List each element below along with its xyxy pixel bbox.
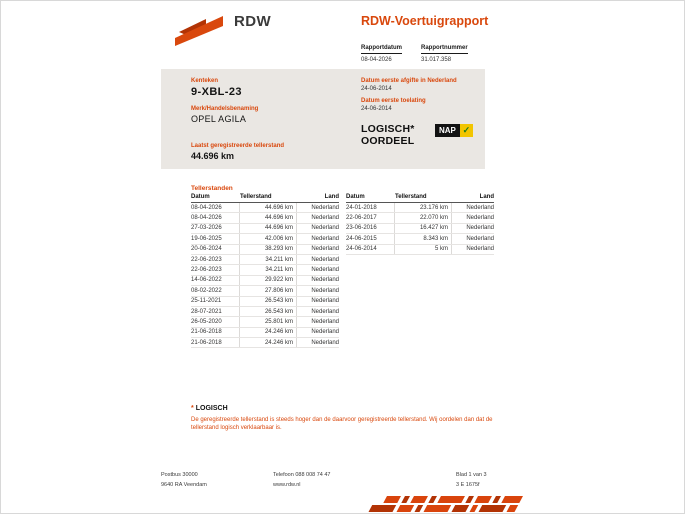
table-row [191, 224, 339, 234]
vehicle-dates [361, 78, 457, 118]
oordeel-line2: OORDEEL [361, 135, 415, 147]
cell-land: Nederland [311, 298, 339, 305]
eerste-toelating-label: Datum eerste toelating [361, 98, 426, 104]
eerste-afgifte-label: Datum eerste afgifte in Nederland [361, 78, 457, 84]
cell-datum: 19-06-2025 [191, 235, 222, 242]
table-row [191, 203, 339, 213]
cell-land: Nederland [311, 225, 339, 232]
cell-tellerstand: 34.211 km [239, 255, 297, 264]
footer-postbus: Postbus 30000 [161, 472, 198, 478]
cell-tellerstand: 38.293 km [239, 245, 297, 254]
table-row [191, 338, 339, 348]
table-row [191, 317, 339, 327]
table-row [191, 276, 339, 286]
cell-land: Nederland [311, 204, 339, 211]
logisch-oordeel-mark [361, 123, 415, 147]
merk-value: OPEL AGILA [191, 114, 247, 124]
decorative-stripes [367, 496, 523, 513]
cell-tellerstand: 26.543 km [239, 297, 297, 306]
footer-address [161, 471, 207, 490]
kenteken-label: Kenteken [191, 78, 219, 84]
rdw-logo-text: RDW [234, 13, 272, 30]
oordeel-line1: LOGISCH* [361, 123, 415, 135]
table-row [191, 255, 339, 265]
cell-land: Nederland [311, 256, 339, 263]
footnote-title-text: LOGISCH [195, 405, 228, 412]
table-row [346, 234, 494, 244]
cell-tellerstand: 44.696 km [239, 213, 297, 222]
footer-phone: Telefoon 088 008 74 47 [273, 472, 331, 478]
header-datum: Datum [346, 194, 365, 200]
header-datum: Datum [191, 194, 210, 200]
cell-tellerstand: 5 km [394, 245, 452, 254]
cell-land: Nederland [311, 267, 339, 274]
vehicle-summary-panel [161, 69, 485, 169]
table-row [191, 213, 339, 223]
cell-land: Nederland [311, 235, 339, 242]
cell-datum: 22-06-2023 [191, 267, 222, 274]
report-meta [361, 36, 481, 63]
cell-tellerstand: 42.006 km [239, 234, 297, 243]
cell-tellerstand: 44.696 km [239, 224, 297, 233]
table-row [191, 297, 339, 307]
footer-doc-code: 3 E 1675f [456, 481, 480, 488]
cell-land: Nederland [466, 246, 494, 253]
merk-label: Merk/Handelsbenaming [191, 106, 259, 112]
header-land: Land [479, 194, 494, 200]
cell-datum: 14-06-2022 [191, 277, 222, 284]
cell-land: Nederland [466, 204, 494, 211]
tellerstanden-title: Tellerstanden [191, 185, 233, 192]
cell-tellerstand: 44.696 km [239, 203, 297, 212]
cell-land: Nederland [466, 215, 494, 222]
cell-land: Nederland [311, 308, 339, 315]
laatste-tellerstand-value: 44.696 km [191, 151, 235, 161]
table-header-row [191, 194, 339, 203]
cell-land: Nederland [311, 246, 339, 253]
nap-check-icon: ✓ [460, 124, 473, 137]
cell-datum: 26-05-2020 [191, 318, 222, 325]
cell-land: Nederland [466, 235, 494, 242]
report-date-value: 08-04-2026 [361, 57, 392, 63]
cell-datum: 22-06-2023 [191, 256, 222, 263]
cell-datum: 24-01-2018 [346, 204, 377, 211]
table-row [191, 265, 339, 275]
footer-website: www.rdw.nl [273, 481, 301, 488]
cell-tellerstand: 29.922 km [239, 276, 297, 285]
tellerstanden-table-left [191, 194, 339, 348]
eerste-afgifte-value: 24-06-2014 [361, 86, 392, 92]
cell-tellerstand: 26.543 km [239, 307, 297, 316]
cell-tellerstand: 24.246 km [239, 338, 297, 347]
rdw-flag-icon [175, 12, 227, 46]
cell-datum: 24-06-2014 [346, 246, 377, 253]
report-date [361, 36, 421, 63]
report-number [421, 36, 481, 63]
cell-datum: 08-04-2026 [191, 204, 222, 211]
header-land: Land [324, 194, 339, 200]
laatste-tellerstand-label: Laatst geregistreerde tellerstand [191, 143, 285, 149]
table-row [191, 245, 339, 255]
cell-datum: 21-06-2018 [191, 329, 222, 336]
cell-datum: 20-06-2024 [191, 246, 222, 253]
cell-land: Nederland [466, 225, 494, 232]
footer-contact [273, 471, 331, 490]
table-row [346, 213, 494, 223]
page-title: RDW-Voertuigrapport [361, 14, 489, 28]
cell-datum: 08-02-2022 [191, 287, 222, 294]
table-row [191, 286, 339, 296]
cell-tellerstand: 23.176 km [394, 203, 452, 212]
footnote-text: De geregistreerde tellerstand is steeds hoger dan de daarvoor geregistreerde tellerstand. Wij oordelen dan dat de tellerstand logisch verklaarbaar is. [191, 417, 493, 431]
table-row [191, 328, 339, 338]
cell-datum: 27-03-2026 [191, 225, 222, 232]
footnote-title [191, 405, 228, 412]
footer-page-number: Blad 1 van 3 [456, 472, 487, 478]
table-row [346, 245, 494, 255]
eerste-toelating-value: 24-06-2014 [361, 106, 392, 112]
table-row [346, 203, 494, 213]
cell-tellerstand: 25.801 km [239, 317, 297, 326]
table-header-row [346, 194, 494, 203]
nap-logo-text: NAP [435, 124, 460, 137]
cell-land: Nederland [311, 339, 339, 346]
table-row [191, 234, 339, 244]
cell-datum: 28-07-2021 [191, 308, 222, 315]
report-number-value: 31.017.358 [421, 57, 452, 63]
cell-datum: 21-06-2018 [191, 339, 222, 346]
tellerstanden-table-right [346, 194, 494, 255]
header-tellerstand: Tellerstand [395, 194, 427, 200]
cell-tellerstand: 22.070 km [394, 213, 452, 222]
cell-tellerstand: 27.806 km [239, 286, 297, 295]
report-date-label: Rapportdatum [361, 45, 402, 54]
cell-datum: 08-04-2026 [191, 215, 222, 222]
cell-datum: 23-06-2016 [346, 225, 377, 232]
cell-land: Nederland [311, 287, 339, 294]
cell-land: Nederland [311, 277, 339, 284]
report-number-label: Rapportnummer [421, 45, 468, 54]
cell-datum: 25-11-2021 [191, 298, 222, 305]
cell-tellerstand: 16.427 km [394, 224, 452, 233]
cell-land: Nederland [311, 329, 339, 336]
cell-tellerstand: 8.343 km [394, 234, 452, 243]
footer-city: 9640 RA Veendam [161, 481, 207, 488]
cell-datum: 22-06-2017 [346, 215, 377, 222]
footnote-asterisk: * [191, 405, 194, 412]
table-row [191, 307, 339, 317]
rdw-logo [175, 12, 271, 46]
cell-tellerstand: 34.211 km [239, 265, 297, 274]
vehicle-identity [191, 78, 284, 161]
cell-land: Nederland [311, 215, 339, 222]
nap-logo [435, 124, 473, 137]
footer-page-info [456, 471, 487, 490]
kenteken-value: 9-XBL-23 [191, 86, 242, 98]
cell-tellerstand: 24.246 km [239, 328, 297, 337]
cell-datum: 24-06-2015 [346, 235, 377, 242]
header-tellerstand: Tellerstand [240, 194, 272, 200]
table-row [346, 224, 494, 234]
cell-land: Nederland [311, 318, 339, 325]
